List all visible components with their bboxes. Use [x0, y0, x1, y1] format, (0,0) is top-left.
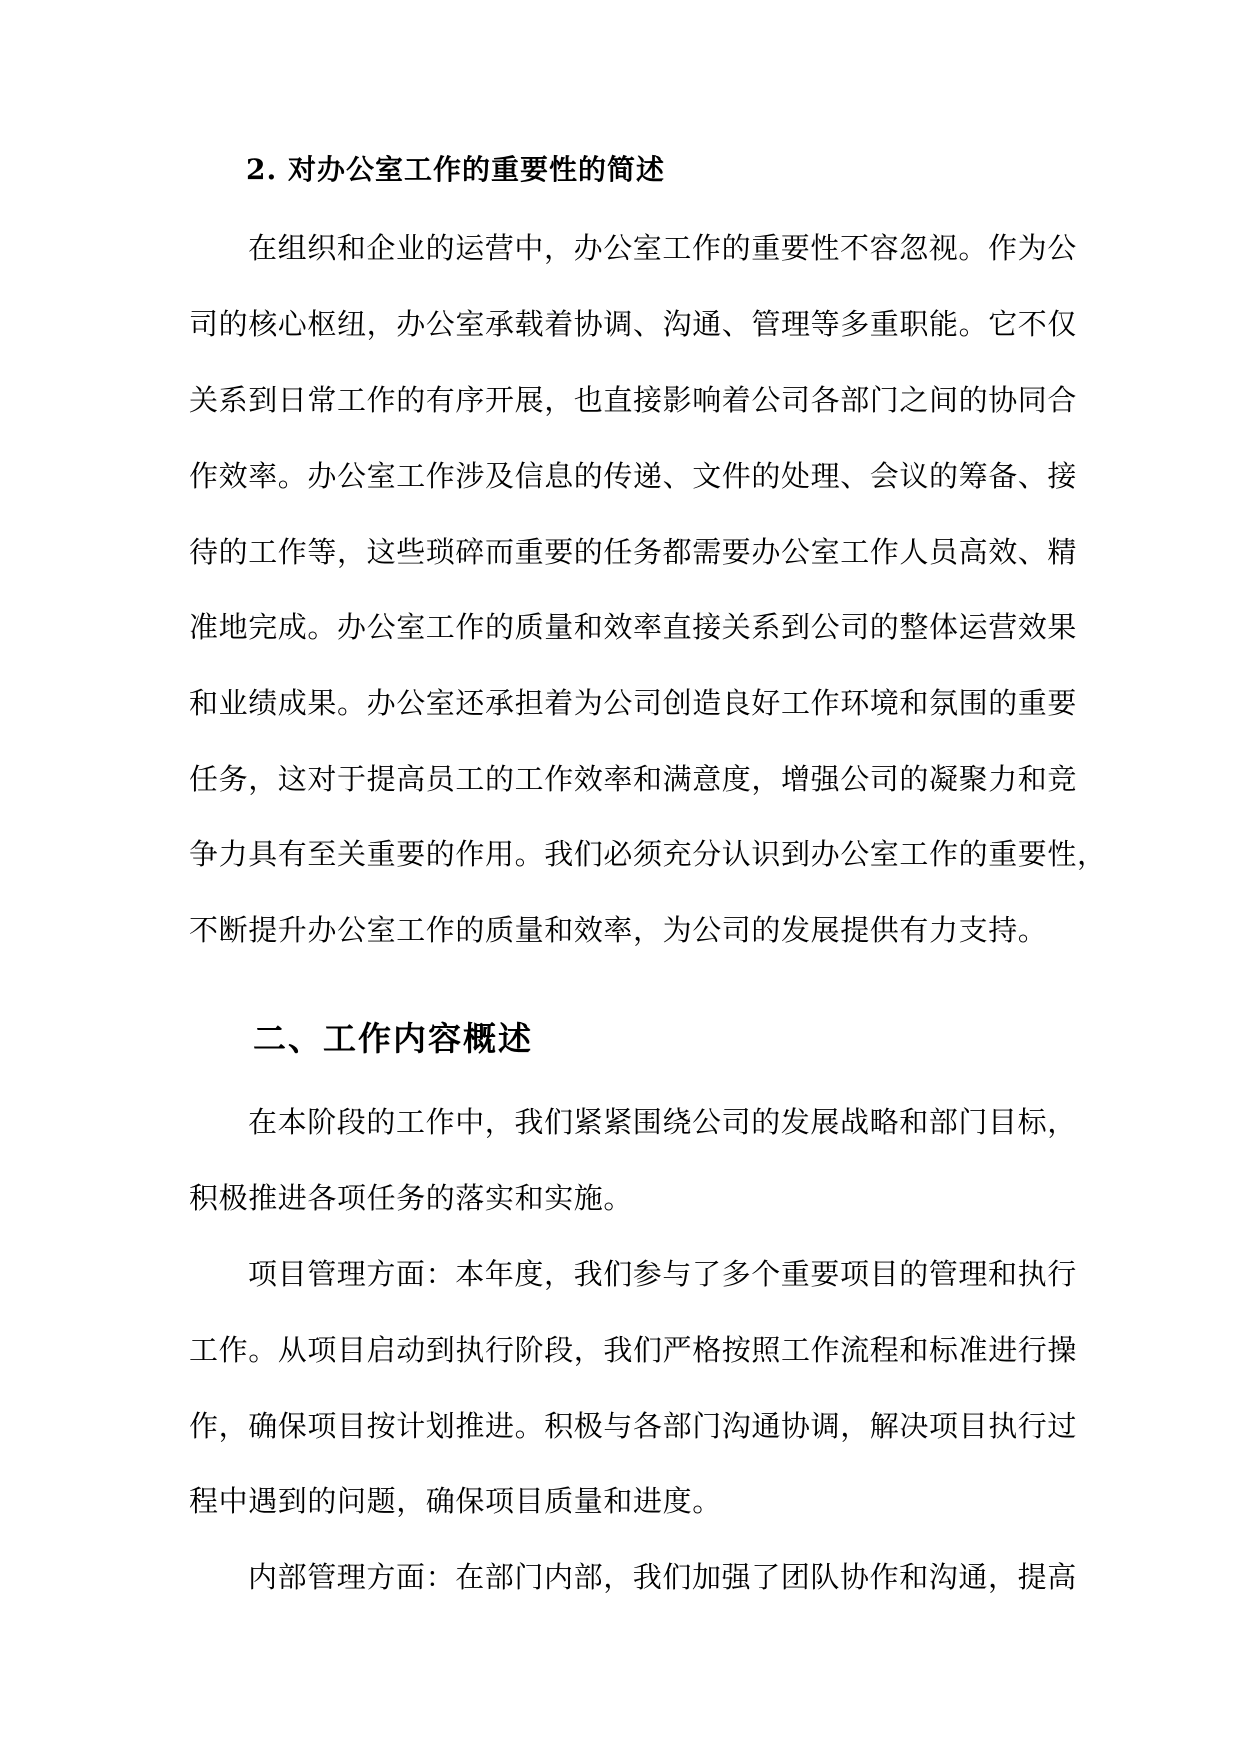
paragraph-line: 司的核心枢纽，办公室承载着协调、沟通、管理等多重职能。它不仅 [189, 307, 1078, 341]
paragraph-line: 作效率。办公室工作涉及信息的传递、文件的处理、会议的筹备、接 [189, 459, 1078, 493]
paragraph-line: 程中遇到的问题，确保项目质量和进度。 [189, 1484, 722, 1518]
paragraph-line: 项目管理方面：本年度，我们参与了多个重要项目的管理和执行 [248, 1257, 1077, 1291]
paragraph-line: 工作。从项目启动到执行阶段，我们严格按照工作流程和标准进行操 [189, 1333, 1078, 1367]
paragraph-line: 积极推进各项任务的落实和实施。 [189, 1181, 634, 1215]
paragraph-line: 在本阶段的工作中，我们紧紧围绕公司的发展战略和部门目标， [248, 1105, 1077, 1139]
paragraph-line: 任务，这对于提高员工的工作效率和满意度，增强公司的凝聚力和竞 [189, 762, 1078, 796]
paragraph-line: 关系到日常工作的有序开展，也直接影响着公司各部门之间的协同合 [189, 383, 1078, 417]
section-subheading: 2. 对办公室工作的重要性的简述 [246, 153, 665, 186]
paragraph-line: 内部管理方面：在部门内部，我们加强了团队协作和沟通，提高 [248, 1560, 1077, 1594]
paragraph-line: 和业绩成果。办公室还承担着为公司创造良好工作环境和氛围的重要 [189, 686, 1078, 720]
paragraph-line: 不断提升办公室工作的质量和效率，为公司的发展提供有力支持。 [189, 913, 1048, 947]
paragraph-line: 争力具有至关重要的作用。我们必须充分认识到办公室工作的重要性， [189, 837, 1107, 871]
paragraph-line: 待的工作等，这些琐碎而重要的任务都需要办公室工作人员高效、精 [189, 535, 1078, 569]
paragraph-line: 准地完成。办公室工作的质量和效率直接关系到公司的整体运营效果 [189, 610, 1078, 644]
paragraph-line: 在组织和企业的运营中，办公室工作的重要性不容忽视。作为公 [248, 231, 1077, 265]
section-heading: 二、工作内容概述 [253, 1019, 533, 1058]
paragraph-line: 作，确保项目按计划推进。积极与各部门沟通协调，解决项目执行过 [189, 1409, 1078, 1443]
